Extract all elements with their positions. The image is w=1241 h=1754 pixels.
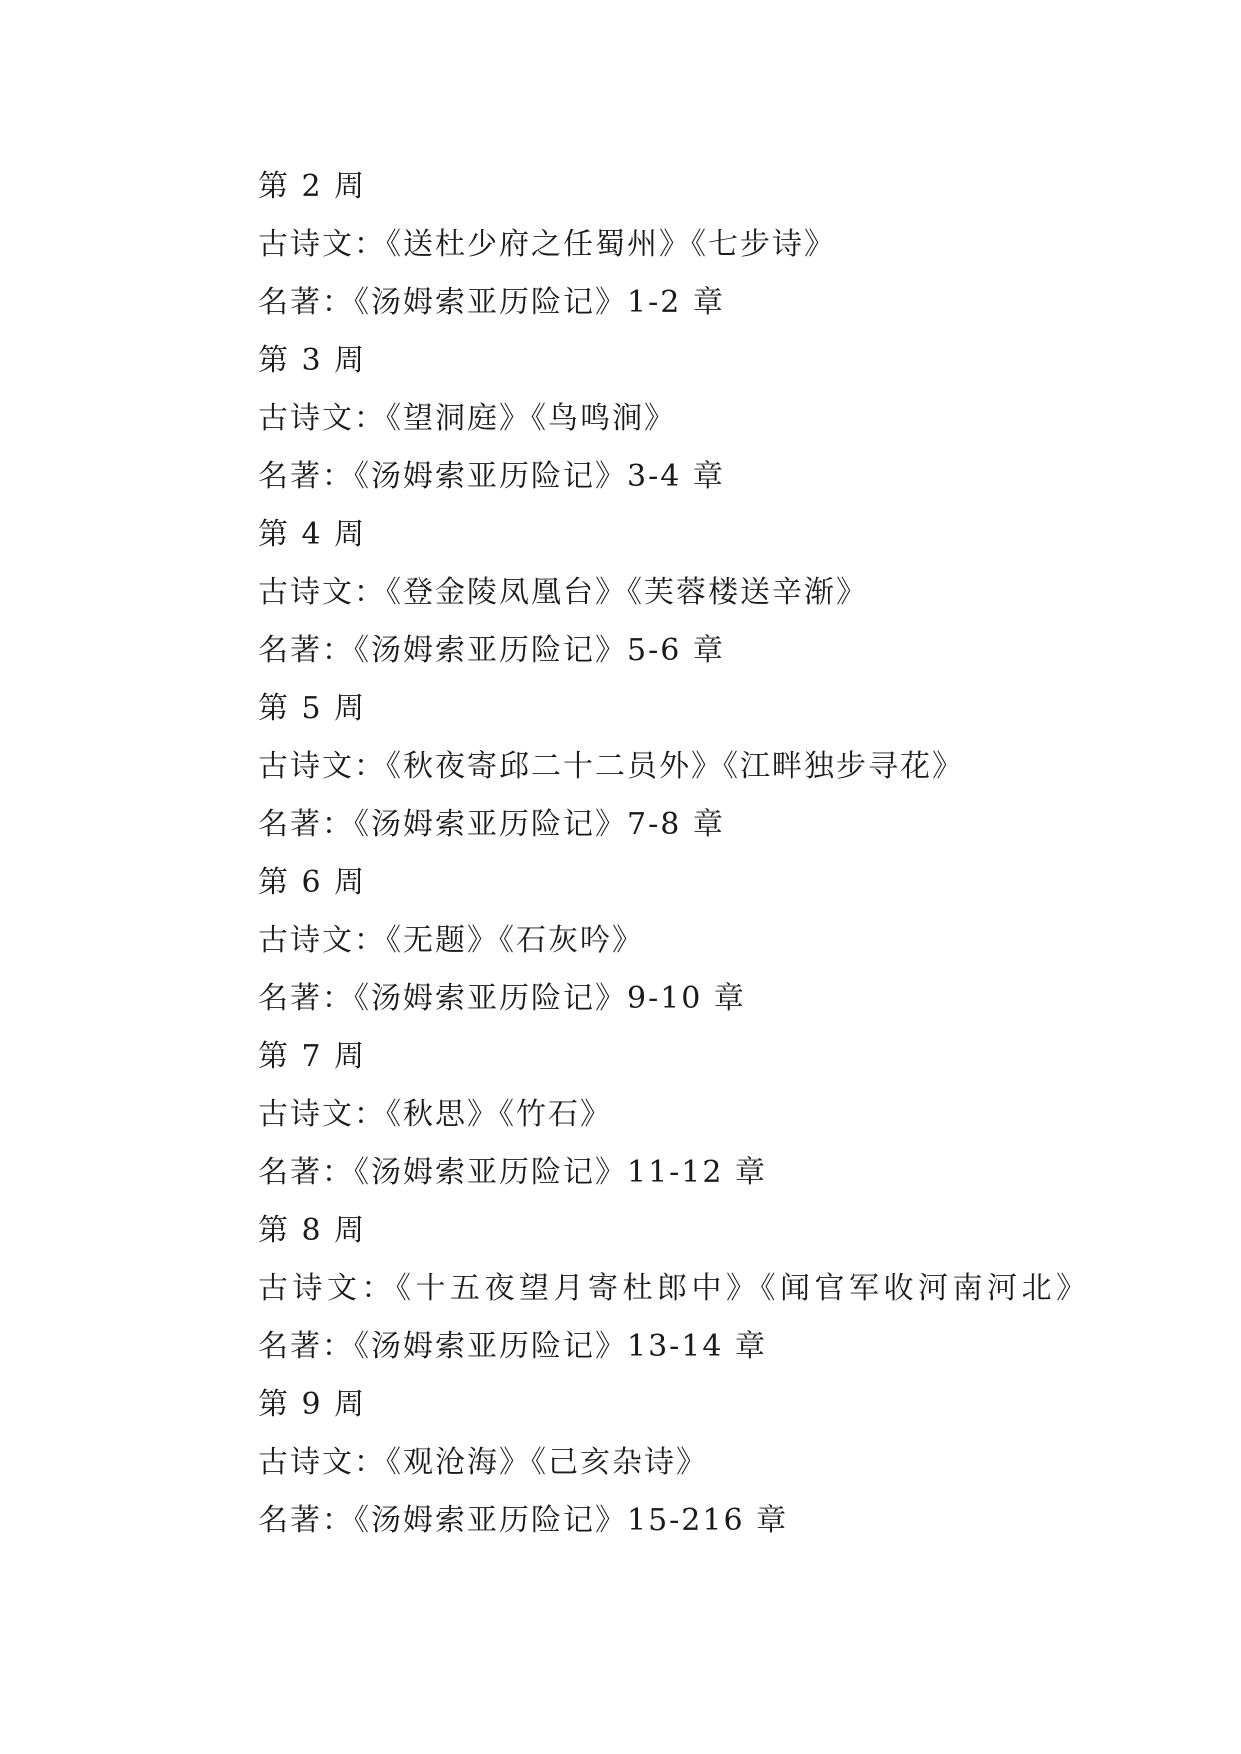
week-heading: 第 4 周 [258, 517, 367, 552]
week-heading: 第 8 周 [258, 1213, 367, 1248]
classic-reading-line: 名著：《汤姆索亚历险记》9-10 章 [258, 981, 746, 1016]
classic-reading-line: 名著：《汤姆索亚历险记》3-4 章 [258, 459, 725, 494]
week-heading: 第 3 周 [258, 343, 367, 378]
week-heading: 第 9 周 [258, 1387, 367, 1422]
poems-line: 古诗文：《秋夜寄邱二十二员外》《江畔独步寻花》 [258, 749, 964, 784]
poems-line: 古诗文：《登金陵凤凰台》《芙蓉楼送辛渐》 [258, 575, 868, 610]
classic-reading-line: 名著：《汤姆索亚历险记》13-14 章 [258, 1329, 768, 1364]
poems-line: 古诗文：《秋思》《竹石》 [258, 1097, 612, 1132]
week-heading: 第 7 周 [258, 1039, 367, 1074]
poems-line: 古诗文：《十五夜望月寄杜郎中》《闻官军收河南河北》 [258, 1271, 1091, 1306]
week-heading: 第 6 周 [258, 865, 367, 900]
classic-reading-line: 名著：《汤姆索亚历险记》11-12 章 [258, 1155, 768, 1190]
poems-line: 古诗文：《送杜少府之任蜀州》《七步诗》 [258, 227, 836, 262]
classic-reading-line: 名著：《汤姆索亚历险记》7-8 章 [258, 807, 725, 842]
classic-reading-line: 名著：《汤姆索亚历险记》5-6 章 [258, 633, 725, 668]
reading-schedule [258, 158, 1158, 1550]
poems-line: 古诗文：《观沧海》《己亥杂诗》 [258, 1445, 708, 1480]
poems-line: 古诗文：《无题》《石灰吟》 [258, 923, 644, 958]
week-heading: 第 5 周 [258, 691, 367, 726]
poems-line: 古诗文：《望洞庭》《鸟鸣涧》 [258, 401, 676, 436]
week-heading: 第 2 周 [258, 169, 367, 204]
classic-reading-line: 名著：《汤姆索亚历险记》15-216 章 [258, 1503, 789, 1538]
classic-reading-line: 名著：《汤姆索亚历险记》1-2 章 [258, 285, 725, 320]
